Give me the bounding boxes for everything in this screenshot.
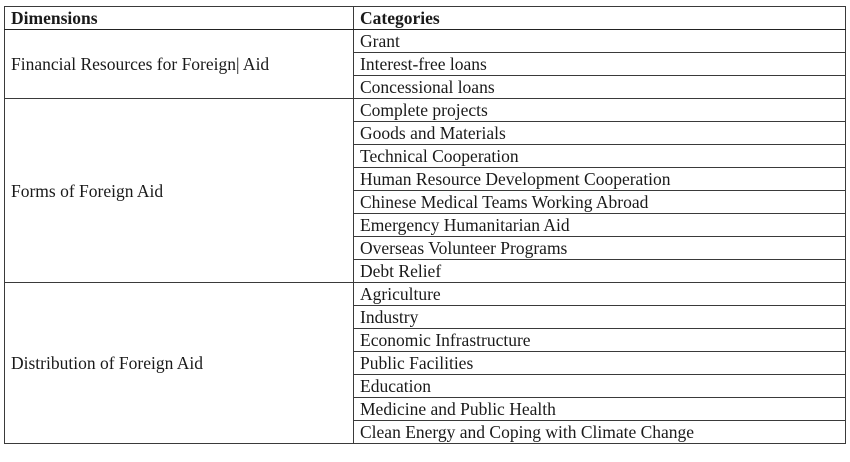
category-cell: Public Facilities: [354, 352, 846, 375]
table-body: [5, 30, 846, 444]
category-cell: Concessional loans: [354, 76, 846, 99]
category-cell: Industry: [354, 306, 846, 329]
category-cell: Complete projects: [354, 99, 846, 122]
category-cell: Education: [354, 375, 846, 398]
category-cell: Agriculture: [354, 283, 846, 306]
category-cell: Grant: [354, 30, 846, 53]
category-cell: Economic Infrastructure: [354, 329, 846, 352]
table-header: [5, 7, 846, 30]
category-cell: Overseas Volunteer Programs: [354, 237, 846, 260]
category-cell: Interest-free loans: [354, 53, 846, 76]
category-cell: Medicine and Public Health: [354, 398, 846, 421]
category-cell: Emergency Humanitarian Aid: [354, 214, 846, 237]
category-cell: Debt Relief: [354, 260, 846, 283]
table-row: [5, 99, 846, 122]
category-cell: Technical Cooperation: [354, 145, 846, 168]
header-row: [5, 7, 846, 30]
dimension-cell: Forms of Foreign Aid: [5, 99, 354, 283]
category-cell: Chinese Medical Teams Working Abroad: [354, 191, 846, 214]
header-categories: Categories: [354, 7, 846, 30]
category-cell: Clean Energy and Coping with Climate Change: [354, 421, 846, 444]
header-dimensions: Dimensions: [5, 7, 354, 30]
category-cell: Human Resource Development Cooperation: [354, 168, 846, 191]
dimension-cell: Distribution of Foreign Aid: [5, 283, 354, 444]
table-row: [5, 283, 846, 306]
table-row: [5, 30, 846, 53]
category-cell: Goods and Materials: [354, 122, 846, 145]
dimension-cell: Financial Resources for Foreign| Aid: [5, 30, 354, 99]
dimensions-categories-table: [4, 6, 846, 444]
